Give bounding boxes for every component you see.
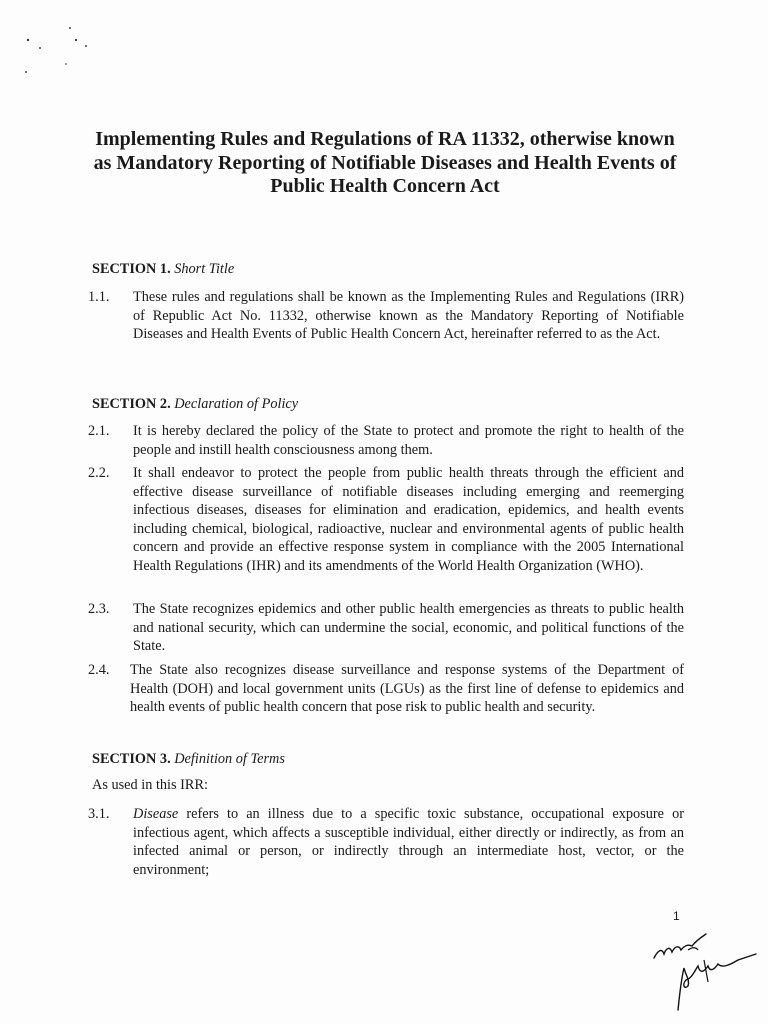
- item-2-2: [88, 464, 684, 575]
- item-2-3: [88, 600, 684, 656]
- item-text: These rules and regulations shall be known as the Implementing Rules and Regulations (IRR) of Republic Act No. 11332, otherwise known as the Mandatory Reporting of Notifiable Diseases and Health Events of Public Health Concern Act, hereinafter referred to as the Act.: [133, 289, 684, 342]
- item-number: 2.1.: [88, 423, 110, 439]
- item-2-1: [88, 422, 684, 459]
- defined-term: Disease: [133, 806, 179, 822]
- item-1-1: [88, 288, 684, 344]
- section-3-title: Definition of Terms: [174, 751, 285, 767]
- section-2-heading: [92, 396, 298, 413]
- item-number: 2.3.: [88, 601, 110, 617]
- title-line-2: as Mandatory Reporting of Notifiable Diseases and Health Events of: [93, 151, 677, 174]
- section-3-intro: As used in this IRR:: [92, 777, 208, 793]
- section-3-heading: [92, 751, 285, 768]
- item-2-4: [88, 661, 684, 717]
- item-number: 3.1.: [88, 806, 110, 822]
- section-1-title: Short Title: [174, 261, 235, 277]
- item-3-1: [88, 805, 684, 879]
- handwritten-initials: [648, 920, 760, 1016]
- section-1-heading: [92, 261, 234, 278]
- item-number: 2.4.: [88, 662, 110, 678]
- section-2-title: Declaration of Policy: [174, 396, 299, 412]
- definition-text: refers to an illness due to a specific toxic substance, occupational exposure or infectious agent, which affects a susceptible individual, either directly or indirectly, as from an infected animal or person, or indirectly through an intermediate host, vector, or the environment;: [133, 806, 684, 878]
- section-3-label: SECTION 3.: [92, 751, 171, 767]
- title-line-1: Implementing Rules and Regulations of RA 11332, otherwise known: [95, 128, 675, 150]
- section-1-label: SECTION 1.: [92, 261, 171, 277]
- title-line-3: Public Health Concern Act: [270, 175, 500, 197]
- item-number: 1.1.: [88, 289, 110, 305]
- scan-speckles: [20, 20, 100, 80]
- page-number: 1: [673, 909, 680, 923]
- section-2-label: SECTION 2.: [92, 396, 171, 412]
- item-text: It shall endeavor to protect the people from public health threats through the efficient and effective disease surveillance of notifiable diseases including emerging and reemerging infectious diseases, diseases for elimination and eradication, epidemics, and health events including chemical, biological, radioactive, nuclear and environmental agents of public health concern and provide an effective response system in compliance with the 2005 International Health Regulations (IHR) and its amendments of the World Health Organization (WHO).: [133, 465, 684, 574]
- item-text: [133, 805, 684, 879]
- item-text: It is hereby declared the policy of the State to protect and promote the right to health of the people and instill health consciousness among them.: [133, 423, 684, 458]
- item-text: The State recognizes epidemics and other public health emergencies as threats to public health and national security, which can undermine the social, economic, and political functions of the State.: [133, 601, 684, 654]
- document-title: [70, 128, 700, 199]
- item-text: The State also recognizes disease surveillance and response systems of the Department of Health (DOH) and local government units (LGUs) as the first line of defense to epidemics and health events of public health concern that pose risk to public health and security.: [130, 662, 684, 715]
- item-number: 2.2.: [88, 465, 110, 481]
